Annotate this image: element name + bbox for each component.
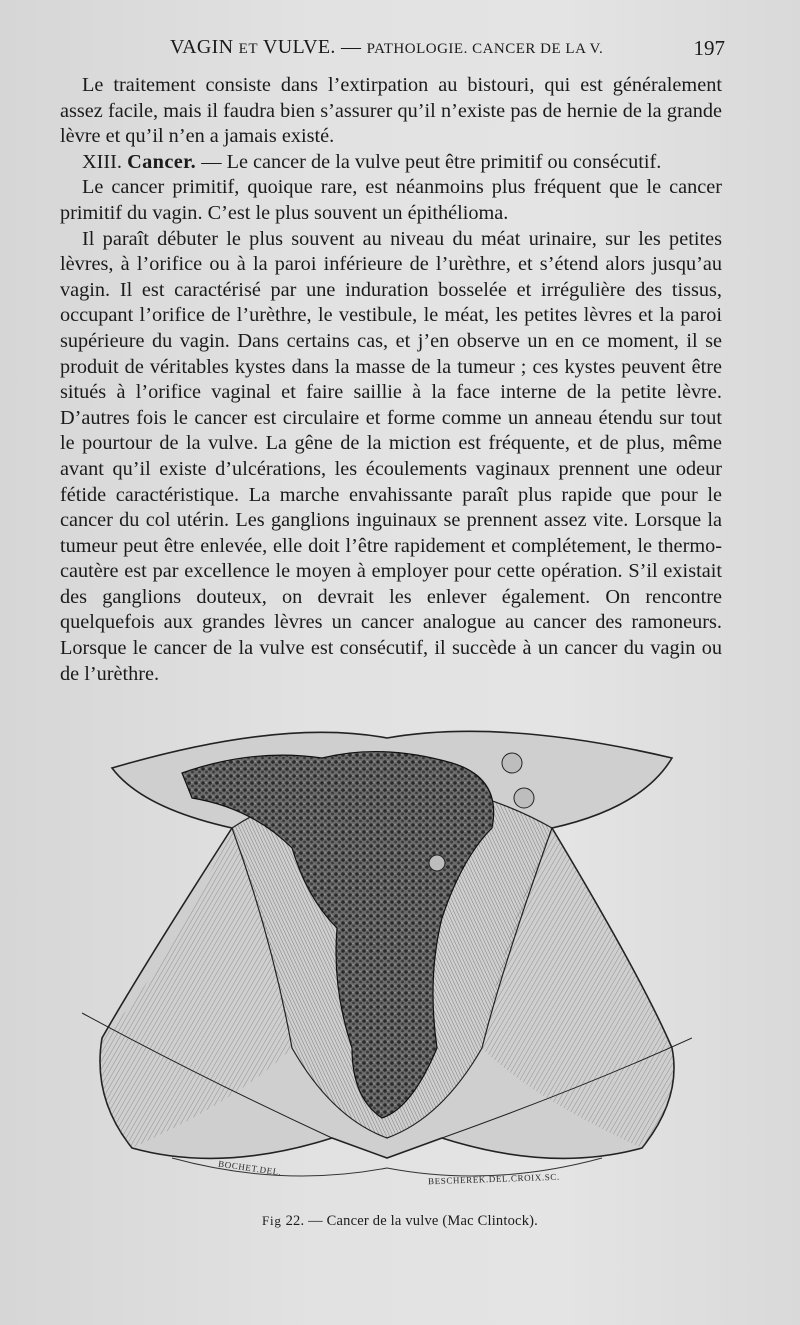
title-sub: PATHOLOGIE. CANCER DE LA V.	[366, 41, 604, 57]
caption-text: Cancer de la vulve (Mac Clintock).	[326, 1213, 538, 1229]
figure-illustration	[82, 718, 692, 1196]
engraver-signature-right: BESCHEREK.DEL.CROIX.SC.	[427, 1171, 560, 1187]
paragraph-primitive-cancer: Le cancer primitif, quoique rare, est néanmoins plus fréquent que le cancer primitif du vagin. C’est le plus souvent un épithélioma.	[60, 176, 722, 224]
page-number: 197	[693, 36, 725, 60]
caption-number: 22.	[285, 1213, 305, 1229]
section-number: XIII.	[82, 150, 122, 173]
nodule	[429, 855, 445, 871]
figure-caption	[0, 1213, 800, 1230]
paragraph-section-heading	[60, 150, 722, 176]
running-title	[170, 36, 603, 59]
section-intro: — Le cancer de la vulve peut être primitif ou consécutif.	[196, 150, 662, 173]
title-rest: VULVE.	[262, 36, 336, 58]
section-heading: Cancer.	[127, 150, 197, 173]
caption-label: Fig	[261, 1213, 282, 1228]
title-conj: ET	[238, 41, 258, 57]
caption-dash: —	[308, 1213, 323, 1229]
engraver-signature-left: BOCHET.DEL.	[217, 1158, 283, 1178]
paragraph-treatment: Le traitement consiste dans l’extirpation au bistouri, qui est généralement assez facile, mais il faudra bien s’assurer qu’il n’existe pas de hernie de la grande lèvre et qu’il n’en a jamais existé.	[60, 74, 722, 148]
running-header	[60, 36, 725, 66]
engraving	[82, 718, 692, 1196]
body-text	[60, 73, 722, 687]
nodule	[514, 788, 534, 808]
nodule	[502, 753, 522, 773]
paragraph-description: Il paraît débuter le plus souvent au niveau du méat urinaire, sur les petites lèvres, à l’orifice ou à la paroi inférieure de l’urèthre, et s’étend alors jusqu’au vagin. Il est caractérisé par une induration bosselée et irrégulière des tissus, occupant l’orifice de l’urèthre, le vestibule, le méat, les petites lèvres et la paroi supérieure du vagin. Dans certains cas, et j’en observe un en ce moment, il se produit de véritables kystes dans la masse de la tumeur ; ces kystes peuvent être situés à l’orifice vaginal et faire saillie à la face interne de la petite lèvre. D’autres fois le cancer est circulaire et forme comme un anneau étendu sur tout le pourtour de la vulve. La gêne de la miction est fréquente, et de plus, même avant qu’il existe d’ulcérations, les écoulements vaginaux prennent une odeur fétide caractéristique. La marche envahissante paraît plus rapide que pour le cancer du col utérin. Les ganglions inguinaux se prennent assez vite. Lorsque la tumeur peut être enlevée, elle doit l’être rapidement et complétement, le thermo-cautère est par excellence le moyen à employer pour cette opération. S’il existait des ganglions douteux, on devrait les enlever également. On rencontre quelquefois aux grandes lèvres un cancer analogue au cancer des ramoneurs. Lorsque le cancer de la vulve est consécutif, il succède à un cancer du vagin ou de l’urèthre.	[60, 227, 722, 685]
title-main: VAGIN	[170, 36, 234, 58]
title-dash: —	[341, 36, 362, 58]
